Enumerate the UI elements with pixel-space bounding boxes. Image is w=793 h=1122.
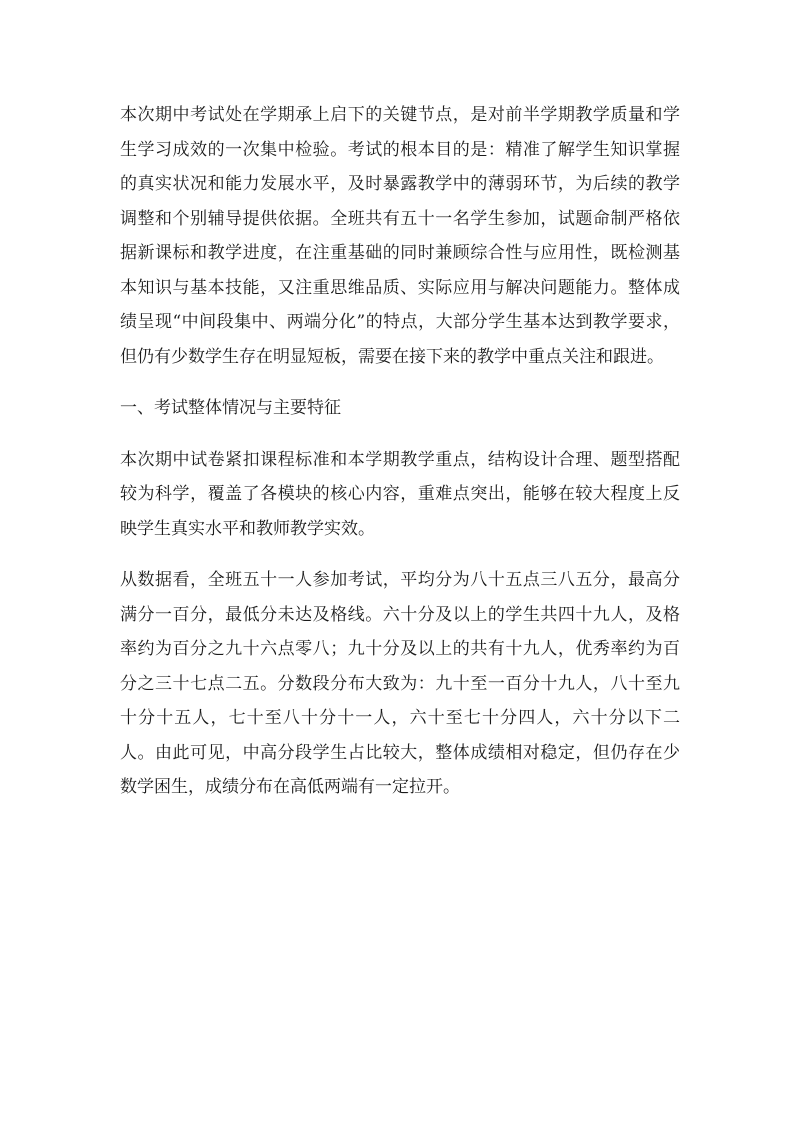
paragraph-gap <box>0 426 793 443</box>
section-heading: 一、考试整体情况与主要特征 <box>120 398 341 418</box>
paragraph-gap <box>0 374 793 391</box>
paragraph-gap <box>0 546 793 563</box>
exam-overview-paragraph: 本次期中试卷紧扣课程标准和本学期教学重点，结构设计合理、题型搭配较为科学，覆盖了各模块的核心内容，重难点突出，能够在较大程度上反映学生真实水平和教师教学实效。 <box>120 449 680 539</box>
intro-paragraph: 本次期中考试处在学期承上启下的关键节点，是对前半学期教学质量和学生学习成效的一次集中检验。考试的根本目的是：精准了解学生知识掌握的真实状况和能力发展水平，及时暴露教学中的薄弱环节，为后续的教学调整和个别辅导提供依据。全班共有五十一名学生参加，试题命制严格依据新课标和教学进度，在注重基础的同时兼顾综合性与应用性，既检测基本知识与基本技能，又注重思维品质、实际应用与解决问题能力。整体成绩呈现“中间段集中、两端分化”的特点，大部分学生基本达到教学要求，但仍有少数学生存在明显短板，需要在接下来的教学中重点关注和跟进。 <box>120 105 680 367</box>
score-data-paragraph: 从数据看，全班五十一人参加考试，平均分为八十五点三八五分，最高分满分一百分，最低分未达及格线。六十分及以上的学生共四十九人，及格率约为百分之九十六点零八；九十分及以上的共有十九人，优秀率约为百分之三十七点二五。分数段分布大致为：九十至一百分十九人，八十至九十分十五人，七十至八十分十一人，六十至七十分四人，六十分以下二人。由此可见，中高分段学生占比较大，整体成绩相对稳定，但仍存在少数学困生，成绩分布在高低两端有一定拉开。 <box>120 570 680 797</box>
